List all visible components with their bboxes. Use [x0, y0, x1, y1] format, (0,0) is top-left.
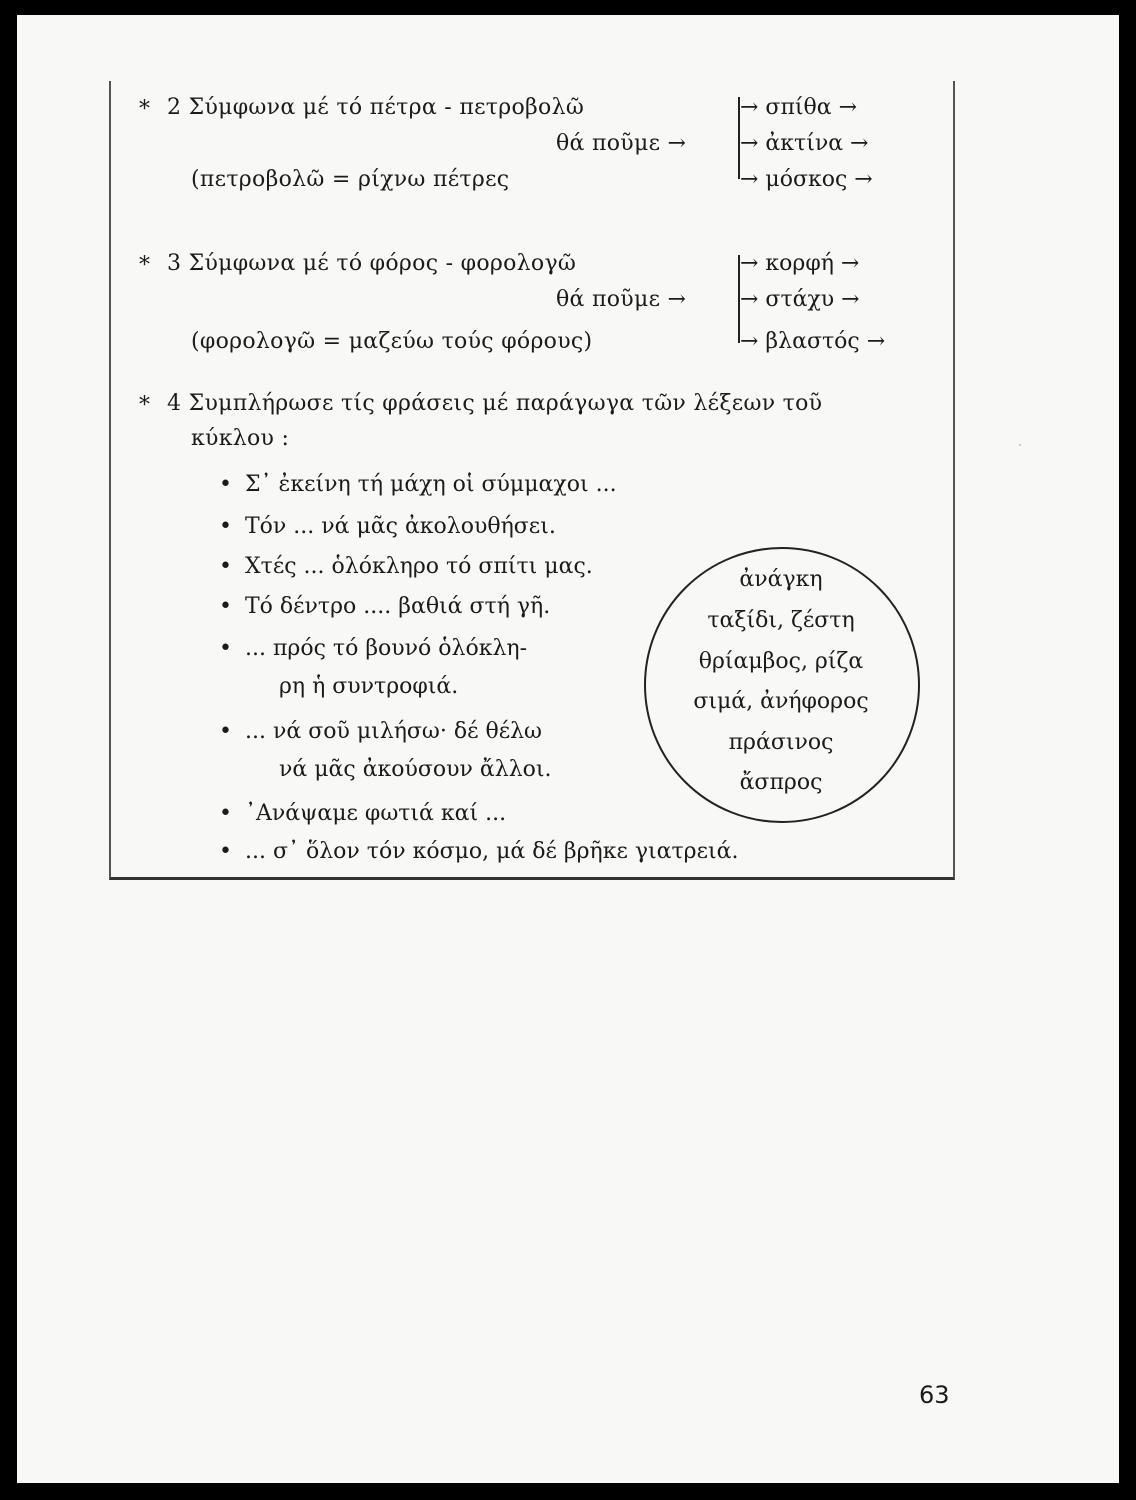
circle-word-4: σιμά, ἀνήφορος: [693, 689, 869, 714]
circle-word-1: ἀνάγκη: [739, 567, 823, 592]
sentence-3: [219, 554, 593, 579]
circle-word-2: ταξίδι, ζέστη: [707, 608, 855, 633]
sentence-text: ... σ᾽ ὅλον τόν κόσμο, μά δέ βρῆκε γιατρειά.: [245, 839, 739, 864]
sentence-text: ρη ἡ συντροφιά.: [279, 674, 459, 699]
ex2-target-1: → σπίθα →: [740, 95, 858, 120]
sentence-8: [219, 839, 738, 864]
sentence-7: [219, 801, 506, 826]
sentence-text: ... πρός τό βουνό ὁλόκλη-: [245, 636, 528, 661]
ex2-star: *: [139, 97, 150, 122]
ex3-prompt: θά ποῦμε →: [556, 287, 687, 312]
sentence-6-cont: [279, 757, 552, 782]
ex3-star: *: [139, 253, 150, 278]
book-page: [17, 15, 1119, 1483]
ex3-definition: (φορολογῶ = μαζεύω τούς φόρους): [191, 329, 593, 354]
word-circle: [644, 547, 920, 823]
ex2-target-2: → ἀκτίνα →: [740, 131, 869, 156]
bullet: •: [219, 636, 232, 661]
page-number: 63: [919, 1381, 950, 1409]
ex4-heading: 4 Συμπλήρωσε τίς φράσεις μέ παράγωγα τῶν λέξεων τοῦ: [167, 391, 823, 416]
sentence-text: Σ᾽ ἐκείνη τή μάχη οἱ σύμμαχοι ...: [245, 472, 617, 497]
ex2-target-3: → μόσκος →: [740, 167, 873, 192]
sentence-text: Χτές ... ὁλόκληρο τό σπίτι μας.: [245, 554, 593, 579]
ex4-star: *: [139, 393, 150, 418]
sentence-text: Τόν ... νά μᾶς ἀκολουθήσει.: [245, 514, 556, 539]
ex2-definition: (πετροβολῶ = ρίχνω πέτρες: [191, 167, 510, 192]
circle-word-3: θρίαμβος, ρίζα: [698, 649, 864, 674]
bullet: •: [219, 719, 232, 744]
sentence-text: ᾽Ανάψαμε φωτιά καί ...: [245, 801, 507, 826]
bullet: •: [219, 554, 232, 579]
bullet: •: [219, 594, 232, 619]
bullet: •: [219, 801, 232, 826]
ex2-prompt: θά ποῦμε →: [556, 131, 687, 156]
ex4-heading-cont: κύκλου :: [191, 426, 290, 451]
ex3-target-2: → στάχυ →: [740, 287, 860, 312]
sentence-5: [219, 636, 527, 661]
circle-word-6: ἄσπρος: [739, 770, 823, 795]
ex3-target-3: → βλαστός →: [740, 329, 886, 354]
bullet: •: [219, 839, 232, 864]
bleed-through: ·: [1017, 435, 1023, 456]
sentence-text: ... νά σοῦ μιλήσω· δέ θέλω: [245, 719, 542, 744]
sentence-text: Τό δέντρο .... βαθιά στή γῆ.: [245, 594, 551, 619]
sentence-text: νά μᾶς ἀκούσουν ἄλλοι.: [279, 757, 552, 782]
ex3-heading: 3 Σύμφωνα μέ τό φόρος - φορολογῶ: [167, 251, 577, 276]
ex2-heading: 2 Σύμφωνα μέ τό πέτρα - πετροβολῶ: [167, 95, 585, 120]
bullet: •: [219, 514, 232, 539]
sentence-5-cont: [279, 674, 458, 699]
sentence-1: [219, 472, 617, 497]
sentence-2: [219, 514, 556, 539]
ex3-target-1: → κορφή →: [740, 251, 860, 276]
circle-word-5: πράσινος: [728, 730, 834, 755]
sentence-4: [219, 594, 550, 619]
bullet: •: [219, 472, 232, 497]
sentence-6: [219, 719, 542, 744]
